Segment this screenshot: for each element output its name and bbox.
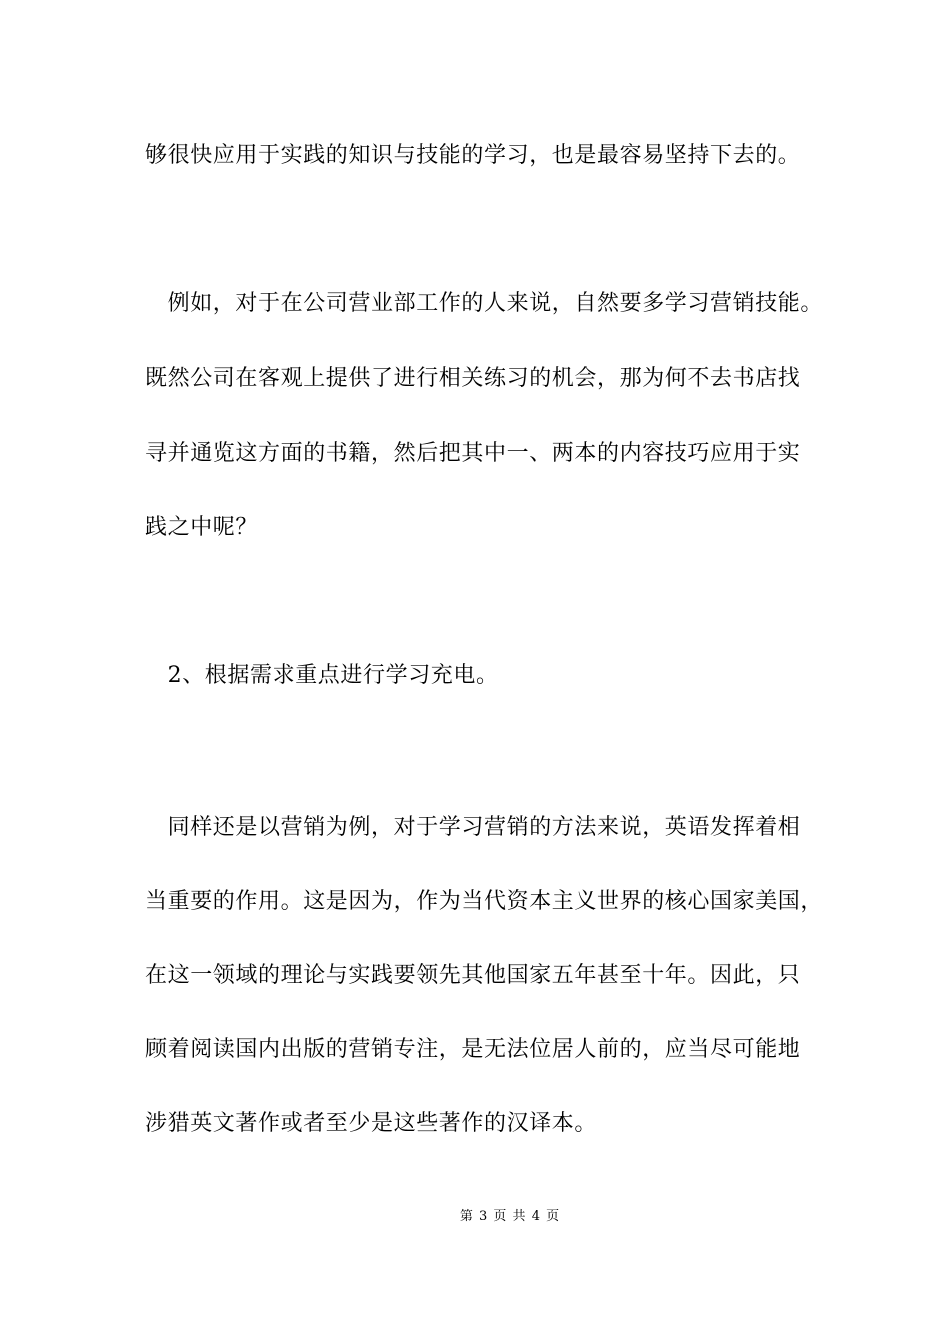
text-line: 够很快应用于实践的知识与技能的学习，也是最容易坚持下去的。 xyxy=(145,143,801,168)
text-line: 涉猎英文著作或者至少是这些著作的汉译本。 xyxy=(145,1111,598,1136)
text-line: 践之中呢？ xyxy=(145,515,259,540)
text-line: 例如，对于在公司营业部工作的人来说，自然要多学习营销技能。 xyxy=(145,291,824,316)
text-line: 在这一领域的理论与实践要领先其他国家五年甚至十年。因此，只 xyxy=(145,963,801,988)
text-line: 顾着阅读国内出版的营销专注，是无法位居人前的，应当尽可能地 xyxy=(145,1037,801,1062)
text-line: 同样还是以营销为例，对于学习营销的方法来说，英语发挥着相 xyxy=(145,815,801,840)
text-line: 当重要的作用。这是因为，作为当代资本主义世界的核心国家美国， xyxy=(145,889,824,914)
text-line: 既然公司在客观上提供了进行相关练习的机会，那为何不去书店找 xyxy=(145,366,801,391)
section-heading: 2、根据需求重点进行学习充电。 xyxy=(145,663,499,688)
page-footer: 第 3 页 共 4 页 xyxy=(459,1209,561,1224)
text-line: 寻并通览这方面的书籍，然后把其中一、两本的内容技巧应用于实 xyxy=(145,441,801,466)
